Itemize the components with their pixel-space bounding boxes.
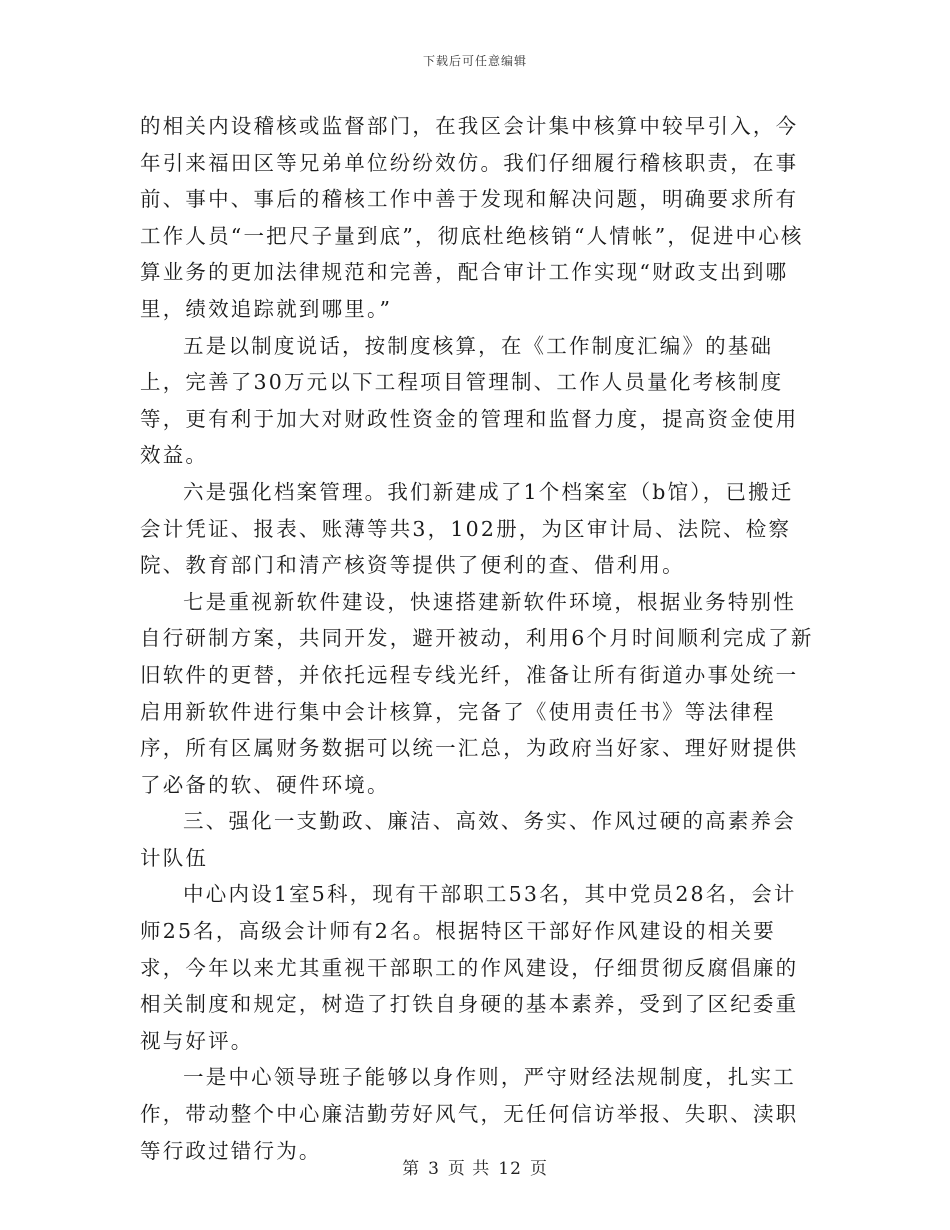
document-body — [140, 108, 816, 1169]
paragraph-2: 五是以制度说话，按制度核算，在《工作制度汇编》的基础上，完善了30万元以下工程项目管理制、工作人员量化考核制度等，更有利于加大对财政性资金的管理和监督力度，提高资金使用效益。 — [140, 333, 799, 468]
footer-middle: 页 共 — [447, 1159, 491, 1179]
footer-prefix: 第 — [402, 1159, 421, 1179]
page-footer — [0, 1154, 950, 1179]
footer-suffix: 页 — [529, 1159, 548, 1179]
page-header-note: 下载后可任意编辑 — [422, 54, 527, 68]
paragraph-5: 中心内设1室5科，现有干部职工53名，其中党员28名，会计师25名，高级会计师有2名。根据特区干部好作风建设的相关要求，今年以来尤其重视干部职工的作风建设，仔细贯彻反腐倡廉的相关制度和规定，树造了打铁自身硬的基本素养，受到了区纪委重视与好评。 — [140, 882, 799, 1053]
paragraph-3: 六是强化档案管理。我们新建成了1个档案室（b馆），已搬迁会计凭证、报表、账薄等共3，102册，为区审计局、法院、检察院、教育部门和清产核资等提供了便利的查、借利用。 — [140, 479, 794, 578]
paragraph-6: 一是中心领导班子能够以身作则，严守财经法规制度，扎实工作，带动整个中心廉洁勤劳好风气，无任何信访举报、失职、渎职等行政过错行为。 — [140, 1065, 799, 1163]
paragraph-1: 的相关内设稽核或监督部门，在我区会计集中核算中较早引入，今年引来福田区等兄弟单位纷纷效仿。我们仔细履行稽核职责，在事前、事中、事后的稽核工作中善于发现和解决问题，明确要求所有工作人员“一把尺子量到底”，彻底杜绝核销“人情帐”，促进中心核算业务的更加法律规范和完善，配合审计工作实现“财政支出到哪里，绩效追踪就到哪里。” — [140, 114, 804, 321]
footer-current-page: 3 — [428, 1159, 440, 1179]
footer-total-pages: 12 — [498, 1159, 522, 1179]
section-heading: 三、强化一支勤政、廉洁、高效、务实、作风过硬的高素养会计队伍 — [140, 809, 796, 870]
paragraph-4: 七是重视新软件建设，快速搭建新软件环境，根据业务特别性自行研制方案，共同开发，避开被动，利用6个月时间顺利完成了新旧软件的更替，并依托远程专线光纤，准备让所有街道办事处统一启用新软件进行集中会计核算，完备了《使用责任书》等法律程序，所有区属财务数据可以统一汇总，为政府当好家、理好财提供了必备的软、硬件环境。 — [140, 589, 814, 797]
